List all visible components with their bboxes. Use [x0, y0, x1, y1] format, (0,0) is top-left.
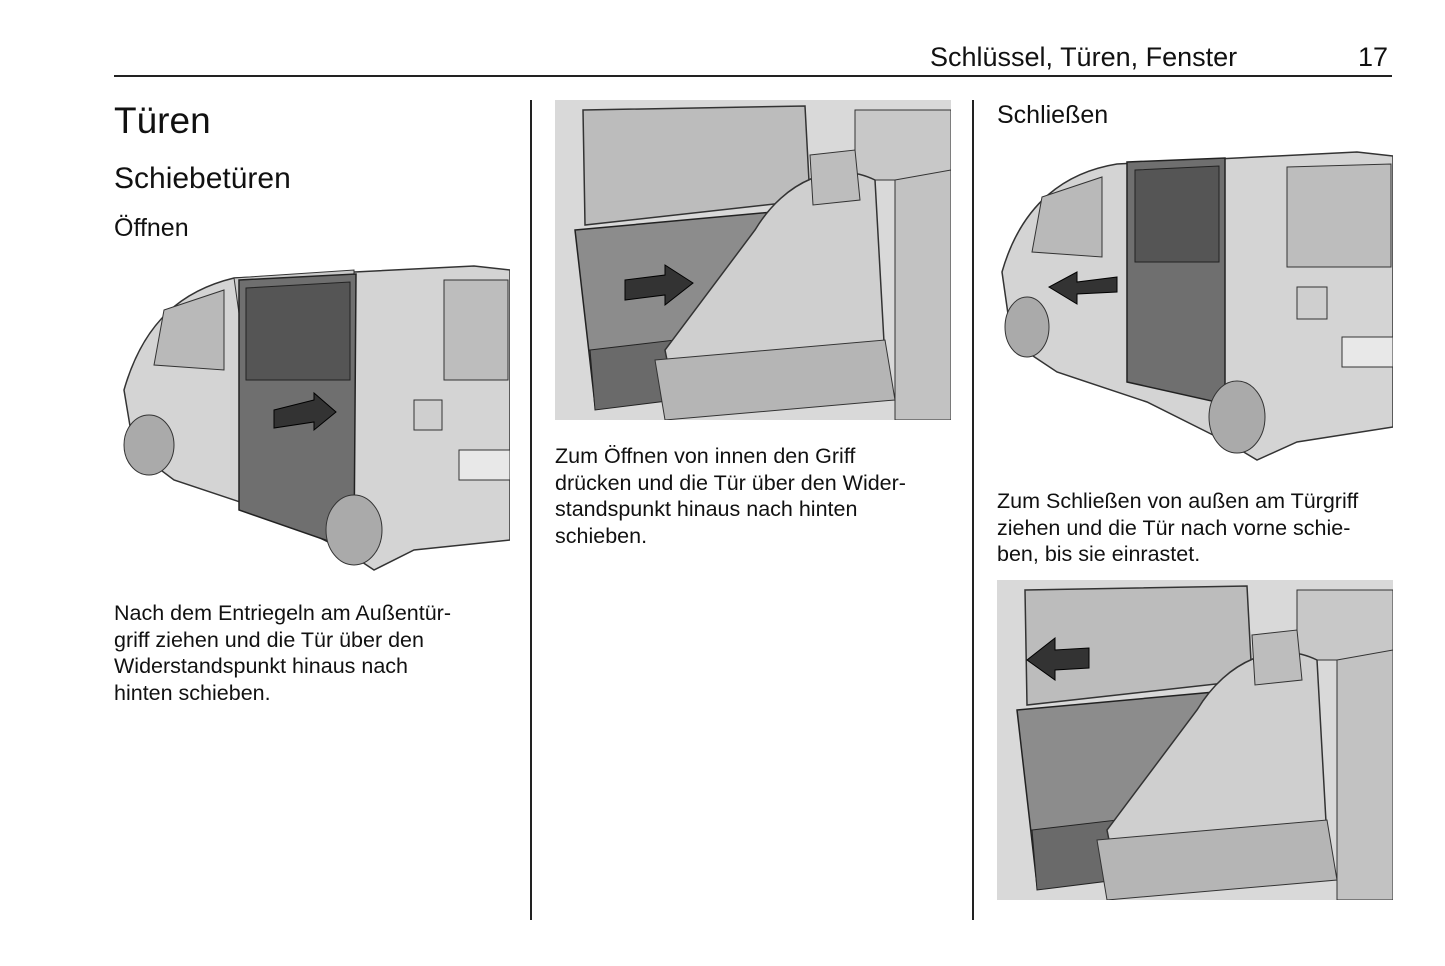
page-number: 17	[1358, 42, 1389, 72]
exterior-van-close-illustration	[997, 142, 1393, 464]
subheading: Schiebetüren	[114, 162, 291, 195]
section-heading-close: Schließen	[997, 101, 1109, 129]
column-divider-1	[530, 100, 532, 920]
exterior-van-open-illustration	[114, 250, 510, 580]
interior-close-illustration	[997, 580, 1393, 900]
open-exterior-text: Nach dem Entriegeln am Außentür- griff ziehen und die Tür über den Widerstandspunkt hinaus nach hinten schieben.	[114, 601, 451, 705]
page-heading: Türen	[114, 100, 211, 141]
section-heading-open: Öffnen	[114, 214, 189, 242]
header-title: Schlüssel, Türen, Fenster	[930, 42, 1238, 72]
column-divider-2	[972, 100, 974, 920]
interior-open-illustration	[555, 100, 951, 420]
header-rule	[114, 75, 1392, 77]
open-interior-text: Zum Öffnen von innen den Griff drücken und die Tür über den Wider- standspunkt hinaus nach hinten schieben.	[555, 444, 906, 548]
close-exterior-text: Zum Schließen von außen am Türgriff ziehen und die Tür nach vorne schie- ben, bis sie einrastet.	[997, 489, 1359, 566]
